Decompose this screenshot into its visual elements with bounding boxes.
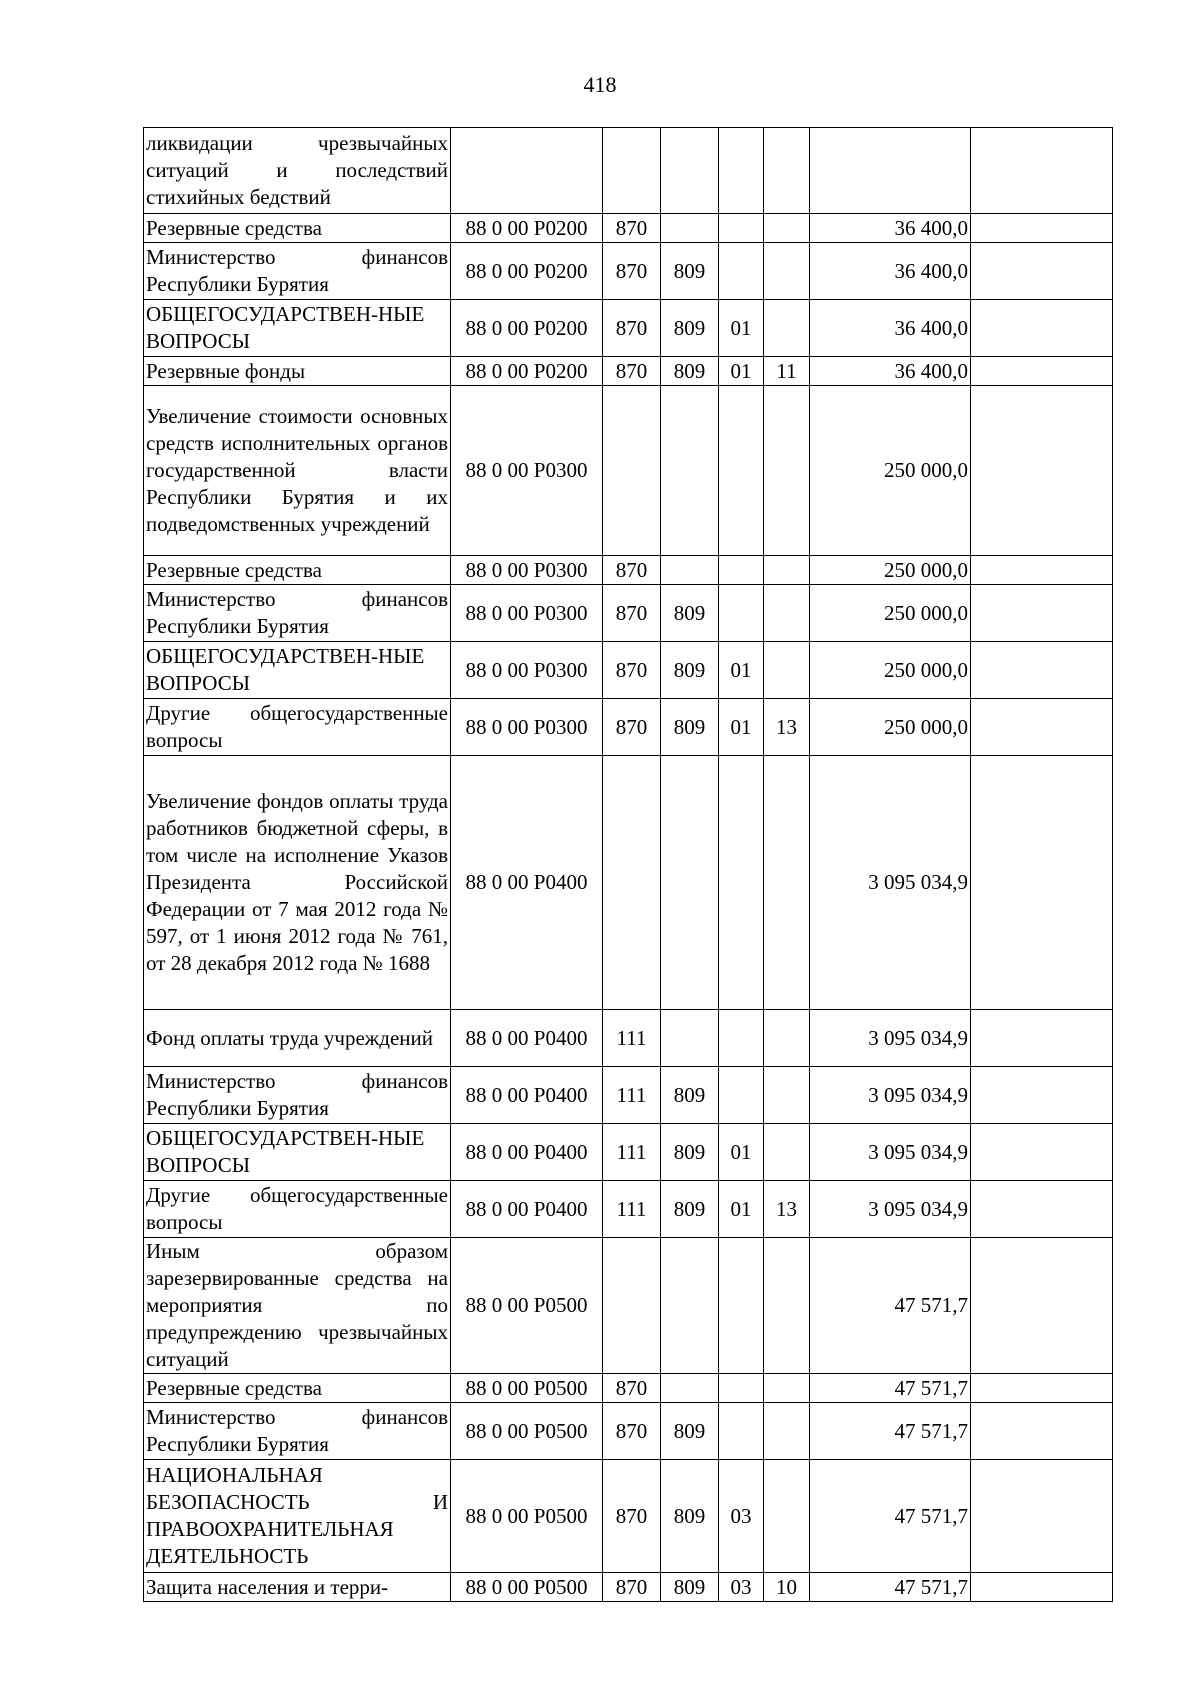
cell-pr	[764, 642, 810, 699]
cell-pr	[764, 128, 810, 214]
cell-blank	[971, 756, 1113, 1010]
table-row	[144, 1067, 1113, 1124]
table-row	[144, 1124, 1113, 1181]
cell-csr: 88 0 00 Р0500	[451, 1403, 603, 1460]
cell-rz	[719, 1010, 764, 1067]
cell-rz: 01	[719, 1181, 764, 1238]
cell-amount: 250 000,0	[810, 386, 971, 556]
cell-amount: 250 000,0	[810, 585, 971, 642]
cell-pr: 10	[764, 1573, 810, 1602]
cell-csr: 88 0 00 Р0200	[451, 300, 603, 357]
cell-rz	[719, 1067, 764, 1124]
table-row	[144, 642, 1113, 699]
table-row	[144, 1010, 1113, 1067]
cell-rz	[719, 756, 764, 1010]
cell-ved: 809	[661, 699, 719, 756]
cell-rz	[719, 1403, 764, 1460]
cell-name: НАЦИОНАЛЬНАЯ БЕЗОПАСНОСТЬ И ПРАВООХРАНИТЕЛЬНАЯ ДЕЯТЕЛЬНОСТЬ	[144, 1460, 451, 1573]
cell-vr: 870	[603, 357, 661, 386]
cell-vr: 870	[603, 1460, 661, 1573]
cell-ved	[661, 214, 719, 243]
table-row	[144, 1403, 1113, 1460]
cell-amount: 36 400,0	[810, 214, 971, 243]
cell-ved	[661, 128, 719, 214]
cell-ved	[661, 386, 719, 556]
cell-blank	[971, 300, 1113, 357]
cell-amount	[810, 128, 971, 214]
cell-ved	[661, 756, 719, 1010]
cell-rz: 01	[719, 357, 764, 386]
cell-name: Министерство финансов Республики Бурятия	[144, 585, 451, 642]
cell-name: Иным образом зарезервированные средства на мероприятия по предупреждению чрезвычайных ситуаций	[144, 1238, 451, 1374]
cell-csr: 88 0 00 Р0300	[451, 585, 603, 642]
cell-name: Резервные средства	[144, 556, 451, 585]
cell-csr: 88 0 00 Р0400	[451, 756, 603, 1010]
cell-amount: 250 000,0	[810, 642, 971, 699]
table-row	[144, 300, 1113, 357]
cell-amount: 47 571,7	[810, 1238, 971, 1374]
cell-rz	[719, 1238, 764, 1374]
cell-name: Другие общегосударственные вопросы	[144, 699, 451, 756]
cell-csr: 88 0 00 Р0400	[451, 1181, 603, 1238]
cell-pr	[764, 1238, 810, 1374]
cell-pr	[764, 1374, 810, 1403]
cell-rz: 03	[719, 1573, 764, 1602]
page-number: 418	[583, 72, 617, 97]
cell-amount: 3 095 034,9	[810, 1010, 971, 1067]
cell-amount: 36 400,0	[810, 243, 971, 300]
cell-rz	[719, 243, 764, 300]
table-row	[144, 1238, 1113, 1374]
cell-vr: 111	[603, 1181, 661, 1238]
cell-ved	[661, 556, 719, 585]
cell-pr	[764, 1460, 810, 1573]
cell-rz	[719, 556, 764, 585]
cell-csr: 88 0 00 Р0500	[451, 1460, 603, 1573]
cell-blank	[971, 1403, 1113, 1460]
cell-name: ОБЩЕГОСУДАРСТВЕН-НЫЕ ВОПРОСЫ	[144, 1124, 451, 1181]
cell-csr: 88 0 00 Р0400	[451, 1124, 603, 1181]
cell-vr: 870	[603, 214, 661, 243]
cell-name: Министерство финансов Республики Бурятия	[144, 1067, 451, 1124]
cell-name: ОБЩЕГОСУДАРСТВЕН-НЫЕ ВОПРОСЫ	[144, 300, 451, 357]
table-row	[144, 585, 1113, 642]
cell-csr: 88 0 00 Р0400	[451, 1010, 603, 1067]
cell-name: Увеличение фондов оплаты труда работников бюджетной сферы, в том числе на исполнение Указов Президента Российской Федерации от 7 мая 2012 года № 597, от 1 июня 2012 года № 761, от 28 декабря 2012 года № 1688	[144, 756, 451, 1010]
cell-vr	[603, 386, 661, 556]
table-row	[144, 1460, 1113, 1573]
cell-name: Министерство финансов Республики Бурятия	[144, 1403, 451, 1460]
cell-blank	[971, 214, 1113, 243]
cell-blank	[971, 243, 1113, 300]
cell-csr: 88 0 00 Р0400	[451, 1067, 603, 1124]
cell-blank	[971, 357, 1113, 386]
cell-blank	[971, 642, 1113, 699]
cell-pr	[764, 1124, 810, 1181]
cell-amount: 250 000,0	[810, 556, 971, 585]
cell-rz	[719, 585, 764, 642]
cell-ved: 809	[661, 1573, 719, 1602]
cell-csr: 88 0 00 Р0300	[451, 386, 603, 556]
cell-pr: 13	[764, 699, 810, 756]
cell-amount: 3 095 034,9	[810, 1067, 971, 1124]
cell-csr: 88 0 00 Р0200	[451, 357, 603, 386]
cell-amount: 47 571,7	[810, 1403, 971, 1460]
cell-pr	[764, 1067, 810, 1124]
cell-blank	[971, 1067, 1113, 1124]
cell-blank	[971, 1010, 1113, 1067]
cell-csr: 88 0 00 Р0200	[451, 243, 603, 300]
cell-blank	[971, 1238, 1113, 1374]
table-row	[144, 357, 1113, 386]
cell-vr	[603, 756, 661, 1010]
cell-pr	[764, 214, 810, 243]
cell-name: ликвидации чрезвычайных ситуаций и последствий стихийных бедствий	[144, 128, 451, 214]
cell-blank	[971, 1181, 1113, 1238]
cell-blank	[971, 1573, 1113, 1602]
table-row	[144, 128, 1113, 214]
cell-rz	[719, 128, 764, 214]
cell-vr: 111	[603, 1124, 661, 1181]
table-row	[144, 243, 1113, 300]
cell-vr	[603, 1238, 661, 1374]
cell-pr: 11	[764, 357, 810, 386]
cell-name: Увеличение стоимости основных средств исполнительных органов государственной власти Республики Бурятия и их подведомственных учреждений	[144, 386, 451, 556]
cell-csr: 88 0 00 Р0200	[451, 214, 603, 243]
cell-vr: 870	[603, 556, 661, 585]
cell-amount: 3 095 034,9	[810, 1181, 971, 1238]
cell-amount: 47 571,7	[810, 1374, 971, 1403]
cell-ved: 809	[661, 1124, 719, 1181]
cell-blank	[971, 556, 1113, 585]
cell-csr: 88 0 00 Р0500	[451, 1374, 603, 1403]
cell-pr	[764, 243, 810, 300]
cell-vr: 870	[603, 300, 661, 357]
cell-blank	[971, 386, 1113, 556]
cell-ved: 809	[661, 243, 719, 300]
cell-vr	[603, 128, 661, 214]
cell-blank	[971, 1124, 1113, 1181]
cell-vr: 111	[603, 1067, 661, 1124]
cell-amount: 3 095 034,9	[810, 1124, 971, 1181]
cell-vr: 870	[603, 699, 661, 756]
table-row	[144, 699, 1113, 756]
cell-amount: 47 571,7	[810, 1460, 971, 1573]
cell-ved: 809	[661, 1181, 719, 1238]
table-row	[144, 214, 1113, 243]
cell-blank	[971, 699, 1113, 756]
cell-name: ОБЩЕГОСУДАРСТВЕН-НЫЕ ВОПРОСЫ	[144, 642, 451, 699]
cell-csr: 88 0 00 Р0300	[451, 699, 603, 756]
cell-ved: 809	[661, 1067, 719, 1124]
cell-pr	[764, 756, 810, 1010]
table-row	[144, 556, 1113, 585]
table-row	[144, 386, 1113, 556]
cell-pr	[764, 300, 810, 357]
cell-rz	[719, 214, 764, 243]
cell-pr	[764, 386, 810, 556]
cell-rz: 01	[719, 300, 764, 357]
cell-vr: 870	[603, 243, 661, 300]
cell-blank	[971, 585, 1113, 642]
cell-amount: 47 571,7	[810, 1573, 971, 1602]
cell-ved: 809	[661, 1403, 719, 1460]
cell-csr: 88 0 00 Р0300	[451, 642, 603, 699]
cell-blank	[971, 128, 1113, 214]
cell-ved: 809	[661, 357, 719, 386]
cell-amount: 3 095 034,9	[810, 756, 971, 1010]
cell-rz	[719, 386, 764, 556]
cell-name: Другие общегосударственные вопросы	[144, 1181, 451, 1238]
cell-rz: 01	[719, 1124, 764, 1181]
cell-pr: 13	[764, 1181, 810, 1238]
cell-vr: 870	[603, 642, 661, 699]
table-row	[144, 1374, 1113, 1403]
cell-name: Министерство финансов Республики Бурятия	[144, 243, 451, 300]
cell-vr: 870	[603, 1403, 661, 1460]
cell-ved: 809	[661, 1460, 719, 1573]
cell-blank	[971, 1460, 1113, 1573]
table-row	[144, 1181, 1113, 1238]
cell-csr: 88 0 00 Р0500	[451, 1238, 603, 1374]
cell-pr	[764, 556, 810, 585]
cell-rz: 01	[719, 642, 764, 699]
cell-rz: 03	[719, 1460, 764, 1573]
cell-csr	[451, 128, 603, 214]
cell-vr: 870	[603, 585, 661, 642]
cell-amount: 36 400,0	[810, 300, 971, 357]
cell-name: Резервные средства	[144, 1374, 451, 1403]
cell-csr: 88 0 00 Р0500	[451, 1573, 603, 1602]
cell-name: Фонд оплаты труда учреждений	[144, 1010, 451, 1067]
cell-ved: 809	[661, 642, 719, 699]
cell-rz	[719, 1374, 764, 1403]
cell-csr: 88 0 00 Р0300	[451, 556, 603, 585]
cell-pr	[764, 1403, 810, 1460]
cell-rz: 01	[719, 699, 764, 756]
cell-amount: 250 000,0	[810, 699, 971, 756]
table-row	[144, 756, 1113, 1010]
cell-pr	[764, 585, 810, 642]
cell-name: Защита населения и терри-	[144, 1573, 451, 1602]
cell-vr: 111	[603, 1010, 661, 1067]
table-body	[144, 128, 1113, 1602]
cell-ved: 809	[661, 300, 719, 357]
cell-vr: 870	[603, 1573, 661, 1602]
cell-amount: 36 400,0	[810, 357, 971, 386]
cell-pr	[764, 1010, 810, 1067]
cell-ved	[661, 1238, 719, 1374]
cell-ved	[661, 1374, 719, 1403]
cell-ved	[661, 1010, 719, 1067]
cell-name: Резервные средства	[144, 214, 451, 243]
cell-name: Резервные фонды	[144, 357, 451, 386]
budget-table	[143, 127, 1113, 1602]
cell-vr: 870	[603, 1374, 661, 1403]
cell-ved: 809	[661, 585, 719, 642]
table-row	[144, 1573, 1113, 1602]
cell-blank	[971, 1374, 1113, 1403]
